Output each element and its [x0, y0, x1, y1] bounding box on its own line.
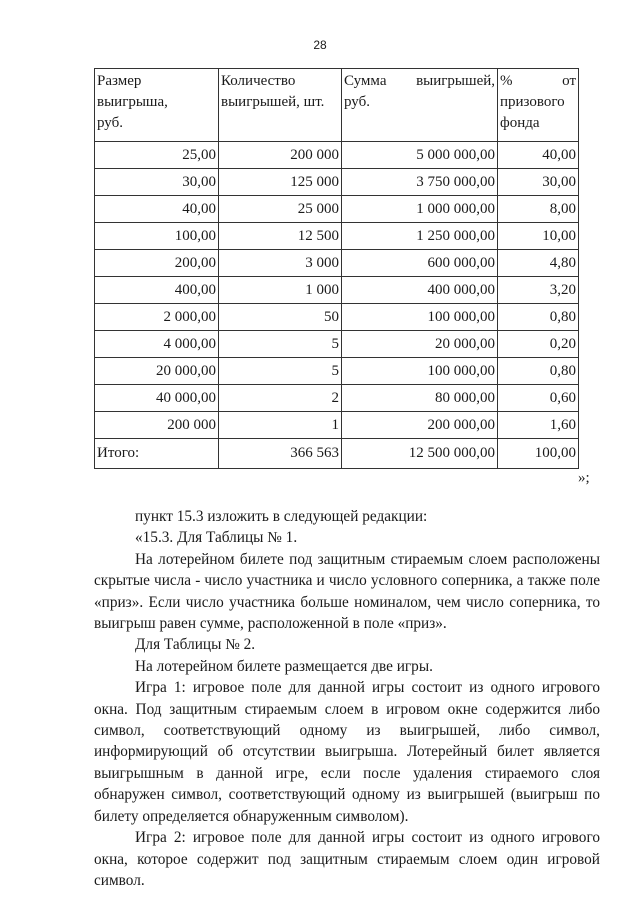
table-row — [95, 385, 579, 412]
header-text: Количество — [221, 73, 296, 89]
cell: 200 000 — [219, 142, 342, 169]
header-text: руб. — [97, 115, 123, 131]
cell: 200 000,00 — [342, 412, 498, 439]
cell: 1 000 000,00 — [342, 196, 498, 223]
closing-quote: »; — [578, 470, 590, 486]
cell: 5 — [219, 358, 342, 385]
cell: 4 000,00 — [95, 331, 219, 358]
cell: 200 000 — [95, 412, 219, 439]
table-header-row — [95, 69, 579, 142]
table-row — [95, 277, 579, 304]
header-text: выигрышей, шт. — [221, 94, 325, 110]
paragraph: На лотерейном билете под защитным стираемым слоем расположены скрытые числа - число участника и число условного соперника, а также поле «приз». Если число участника больше номиналом, чем число соперника, то выигрыш равен сумме, расположенной в поле «приз». — [94, 550, 600, 633]
table-row — [95, 196, 579, 223]
paragraph: Для Таблицы № 2. — [135, 636, 256, 654]
cell: 0,20 — [498, 331, 579, 358]
table-total-row — [95, 439, 579, 469]
header-text: % — [500, 73, 513, 89]
cell: 100 000,00 — [342, 304, 498, 331]
body-text — [94, 506, 600, 891]
paragraph: На лотерейном билете размещается две игры. — [135, 657, 433, 675]
cell: 50 — [219, 304, 342, 331]
cell: 100,00 — [95, 223, 219, 250]
cell: 80 000,00 — [342, 385, 498, 412]
paragraph: Игра 2: игровое поле для данной игры состоит из одного игрового окна, которое содержит под защитным стираемым слоем один игровой символ. — [94, 829, 600, 889]
header-line — [344, 71, 495, 92]
cell: 10,00 — [498, 223, 579, 250]
table-row — [95, 358, 579, 385]
paragraph: «15.3. Для Таблицы № 1. — [135, 529, 298, 547]
cell: 20 000,00 — [95, 358, 219, 385]
total-percent: 100,00 — [498, 439, 579, 469]
cell: 200,00 — [95, 250, 219, 277]
header-prize-sum — [342, 69, 498, 142]
page-number: 28 — [313, 38, 327, 52]
cell: 12 500 — [219, 223, 342, 250]
cell: 30,00 — [498, 169, 579, 196]
cell: 4,80 — [498, 250, 579, 277]
cell: 0,80 — [498, 304, 579, 331]
table-row — [95, 304, 579, 331]
cell: 2 000,00 — [95, 304, 219, 331]
header-text: выигрыша, — [97, 94, 168, 110]
cell: 125 000 — [219, 169, 342, 196]
cell: 1 250 000,00 — [342, 223, 498, 250]
total-count: 366 563 — [219, 439, 342, 469]
cell: 3,20 — [498, 277, 579, 304]
header-fund-percent — [498, 69, 579, 142]
cell: 25,00 — [95, 142, 219, 169]
table-row — [95, 331, 579, 358]
header-prize-count — [219, 69, 342, 142]
header-text: фонда — [500, 115, 540, 131]
cell: 400 000,00 — [342, 277, 498, 304]
cell: 1 000 — [219, 277, 342, 304]
table-row — [95, 223, 579, 250]
cell: 8,00 — [498, 196, 579, 223]
paragraph: Игра 1: игровое поле для данной игры состоит из одного игрового окна. Под защитным стираемым слоем в игровом окне содержится либо символ, соответствующий одному из выигрышей, либо символ, информирующий об отсутствии выигрыша. Лотерейный билет является выигрышным в данной игре, если после удаления стираемого слоя обнаружен символ, соответствующий одному из выигрышей (выигрыш по билету определяется обнаруженным символом). — [94, 679, 600, 825]
header-text: Размер — [97, 73, 142, 89]
header-text: от — [562, 73, 576, 89]
cell: 5 — [219, 331, 342, 358]
cell: 600 000,00 — [342, 250, 498, 277]
header-text: руб. — [344, 94, 370, 110]
header-text: Сумма — [344, 73, 387, 89]
cell: 1 — [219, 412, 342, 439]
cell: 2 — [219, 385, 342, 412]
total-label: Итого: — [95, 439, 219, 469]
cell: 3 000 — [219, 250, 342, 277]
cell: 40,00 — [498, 142, 579, 169]
cell: 0,60 — [498, 385, 579, 412]
prize-table — [94, 68, 579, 469]
cell: 30,00 — [95, 169, 219, 196]
header-line — [500, 71, 576, 92]
table-row — [95, 250, 579, 277]
cell: 3 750 000,00 — [342, 169, 498, 196]
header-text: призового — [500, 94, 565, 110]
cell: 40,00 — [95, 196, 219, 223]
header-prize-size — [95, 69, 219, 142]
header-text: выигрышей, — [416, 73, 495, 89]
cell: 20 000,00 — [342, 331, 498, 358]
cell: 5 000 000,00 — [342, 142, 498, 169]
table-row — [95, 412, 579, 439]
cell: 1,60 — [498, 412, 579, 439]
table-row — [95, 142, 579, 169]
cell: 25 000 — [219, 196, 342, 223]
cell: 400,00 — [95, 277, 219, 304]
paragraph: пункт 15.3 изложить в следующей редакции: — [135, 508, 428, 525]
cell: 100 000,00 — [342, 358, 498, 385]
cell: 0,80 — [498, 358, 579, 385]
cell: 40 000,00 — [95, 385, 219, 412]
total-sum: 12 500 000,00 — [342, 439, 498, 469]
table-row — [95, 169, 579, 196]
